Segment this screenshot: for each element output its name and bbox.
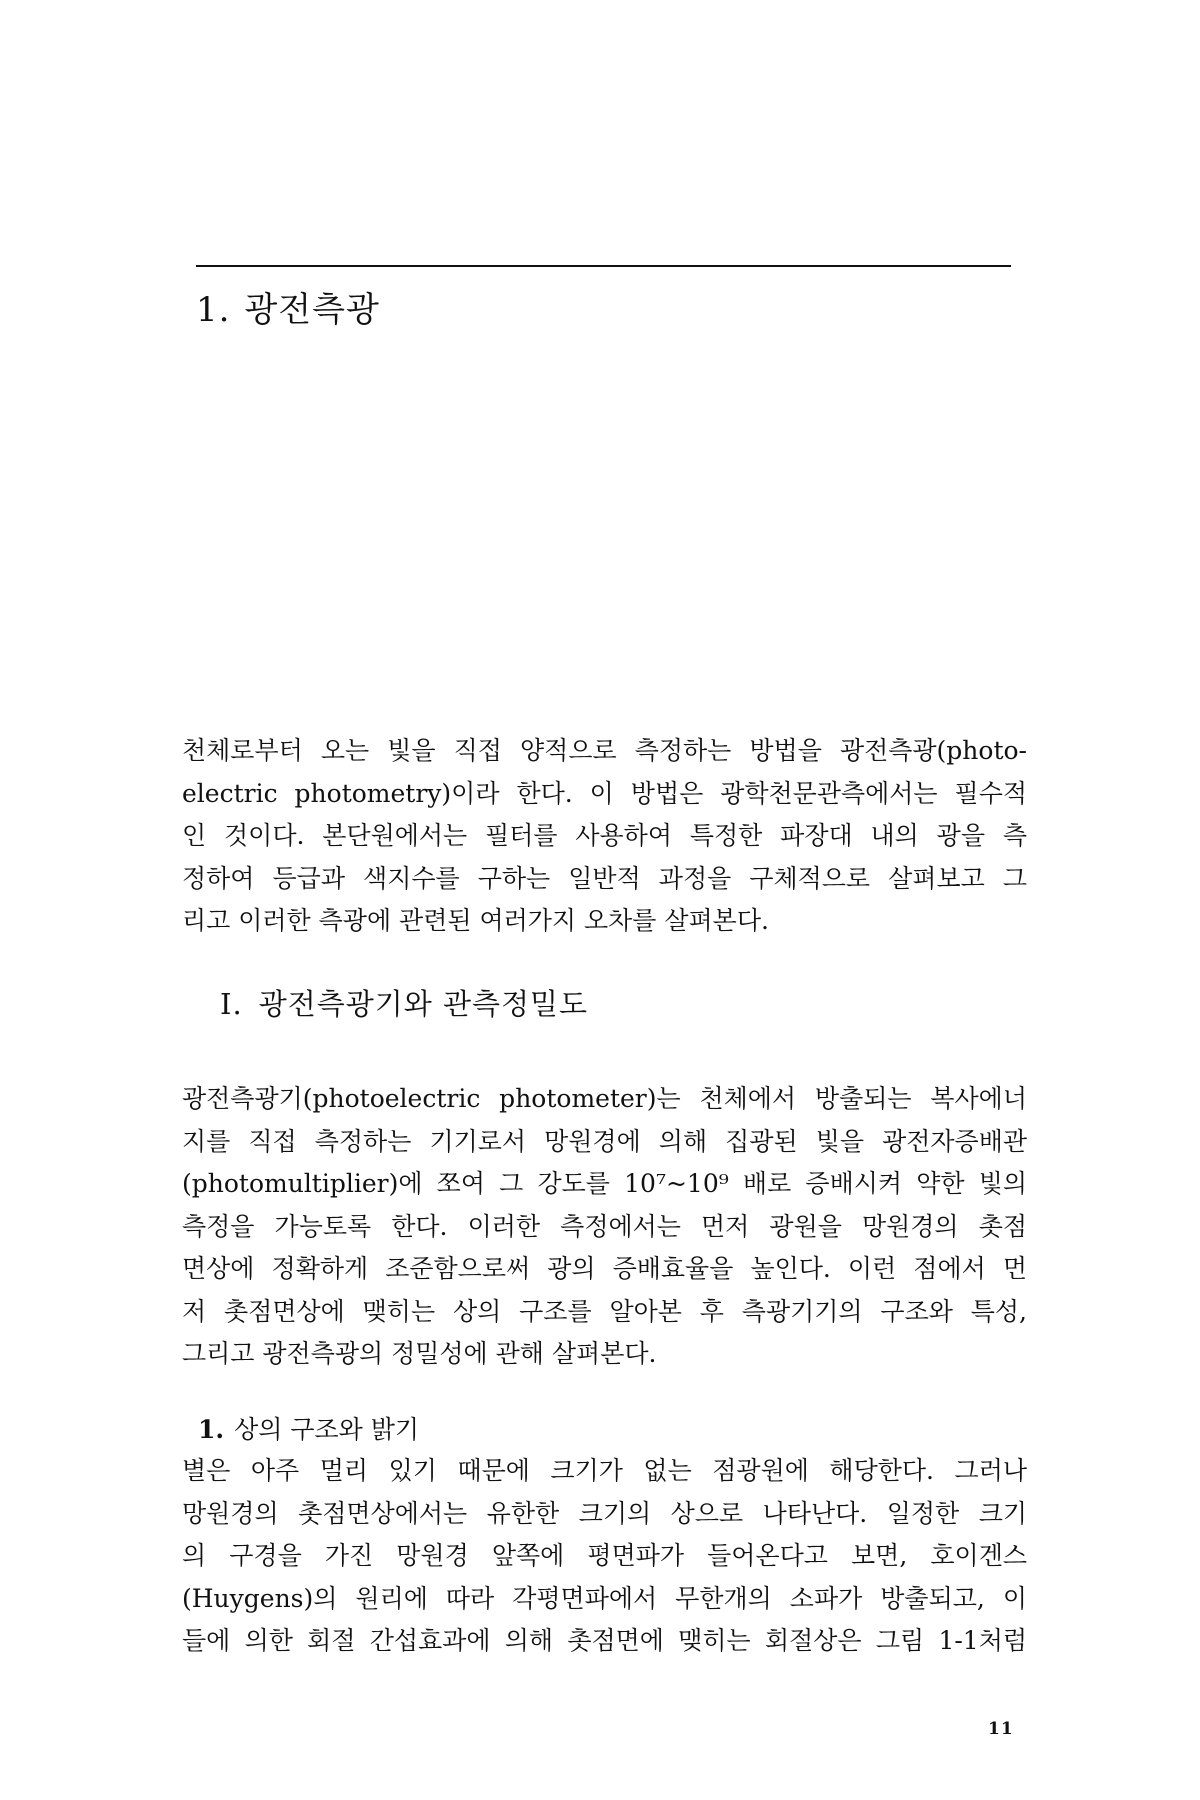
subsection-number: 1. — [198, 1415, 225, 1444]
subsection-title: 상의 구조와 밝기 — [234, 1415, 420, 1444]
text-line: 면상에 정확하게 조준함으로써 광의 증배효율을 높인다. 이런 점에서 먼 — [182, 1254, 1027, 1283]
section-number: I. — [220, 987, 243, 1021]
text-line: electric photometry)이라 한다. 이 방법은 광학천문관측에서는 필수적 — [182, 778, 1027, 808]
chapter-title: 광전측광 — [244, 290, 380, 330]
chapter-heading — [196, 282, 380, 331]
text-line: 그리고 광전측광의 정밀성에 관해 살펴본다. — [182, 1339, 657, 1368]
section-paragraph — [182, 1078, 1027, 1376]
text-line: 의 구경을 가진 망원경 앞쪽에 평면파가 들어온다고 보면, 호이겐스 — [182, 1541, 1027, 1570]
text-line: 들에 의한 회절 간섭효과에 의해 촛점면에 맺히는 회절상은 그림 1-1처럼 — [182, 1626, 1027, 1655]
text-line: 저 촛점면상에 맺히는 상의 구조를 알아본 후 측광기기의 구조와 특성, — [182, 1296, 1027, 1326]
text-line: 정하여 등급과 색지수를 구하는 일반적 과정을 구체적으로 살펴보고 그 — [182, 863, 1027, 893]
chapter-rule — [196, 265, 1011, 267]
chapter-number: 1. — [196, 290, 231, 330]
text-line: 지를 직접 측정하는 기기로서 망원경에 의해 집광된 빛을 광전자증배관 — [182, 1126, 1027, 1156]
intro-paragraph — [182, 730, 1027, 943]
text-line: 광전측광기(photoelectric photometer)는 천체에서 방출되는 복사에너 — [182, 1084, 1027, 1113]
text-line: 인 것이다. 본단원에서는 필터를 사용하여 특정한 파장대 내의 광을 측 — [182, 821, 1027, 850]
text-line: 리고 이러한 측광에 관련된 여러가지 오차를 살펴본다. — [182, 906, 769, 935]
subsection-heading — [198, 1410, 419, 1446]
text-line: 망원경의 촛점면상에서는 유한한 크기의 상으로 나타난다. 일정한 크기 — [182, 1498, 1027, 1528]
section-heading — [220, 982, 588, 1023]
page-number: 11 — [988, 1719, 1014, 1739]
text-line: (Huygens)의 원리에 따라 각평면파에서 무한개의 소파가 방출되고, 이 — [182, 1583, 1027, 1613]
text-line: (photomultiplier)에 쪼여 그 강도를 10⁷~10⁹ 배로 증배시켜 약한 빛의 — [182, 1169, 1027, 1198]
section-title: 광전측광기와 관측정밀도 — [258, 987, 589, 1021]
subsection-paragraph — [182, 1450, 1027, 1663]
text-line: 천체로부터 오는 빛을 직접 양적으로 측정하는 방법을 광전측광(photo- — [182, 736, 1027, 765]
text-line: 측정을 가능토록 한다. 이러한 측정에서는 먼저 광원을 망원경의 촛점 — [182, 1211, 1027, 1241]
text-line: 별은 아주 멀리 있기 때문에 크기가 없는 점광원에 해당한다. 그러나 — [182, 1456, 1027, 1485]
